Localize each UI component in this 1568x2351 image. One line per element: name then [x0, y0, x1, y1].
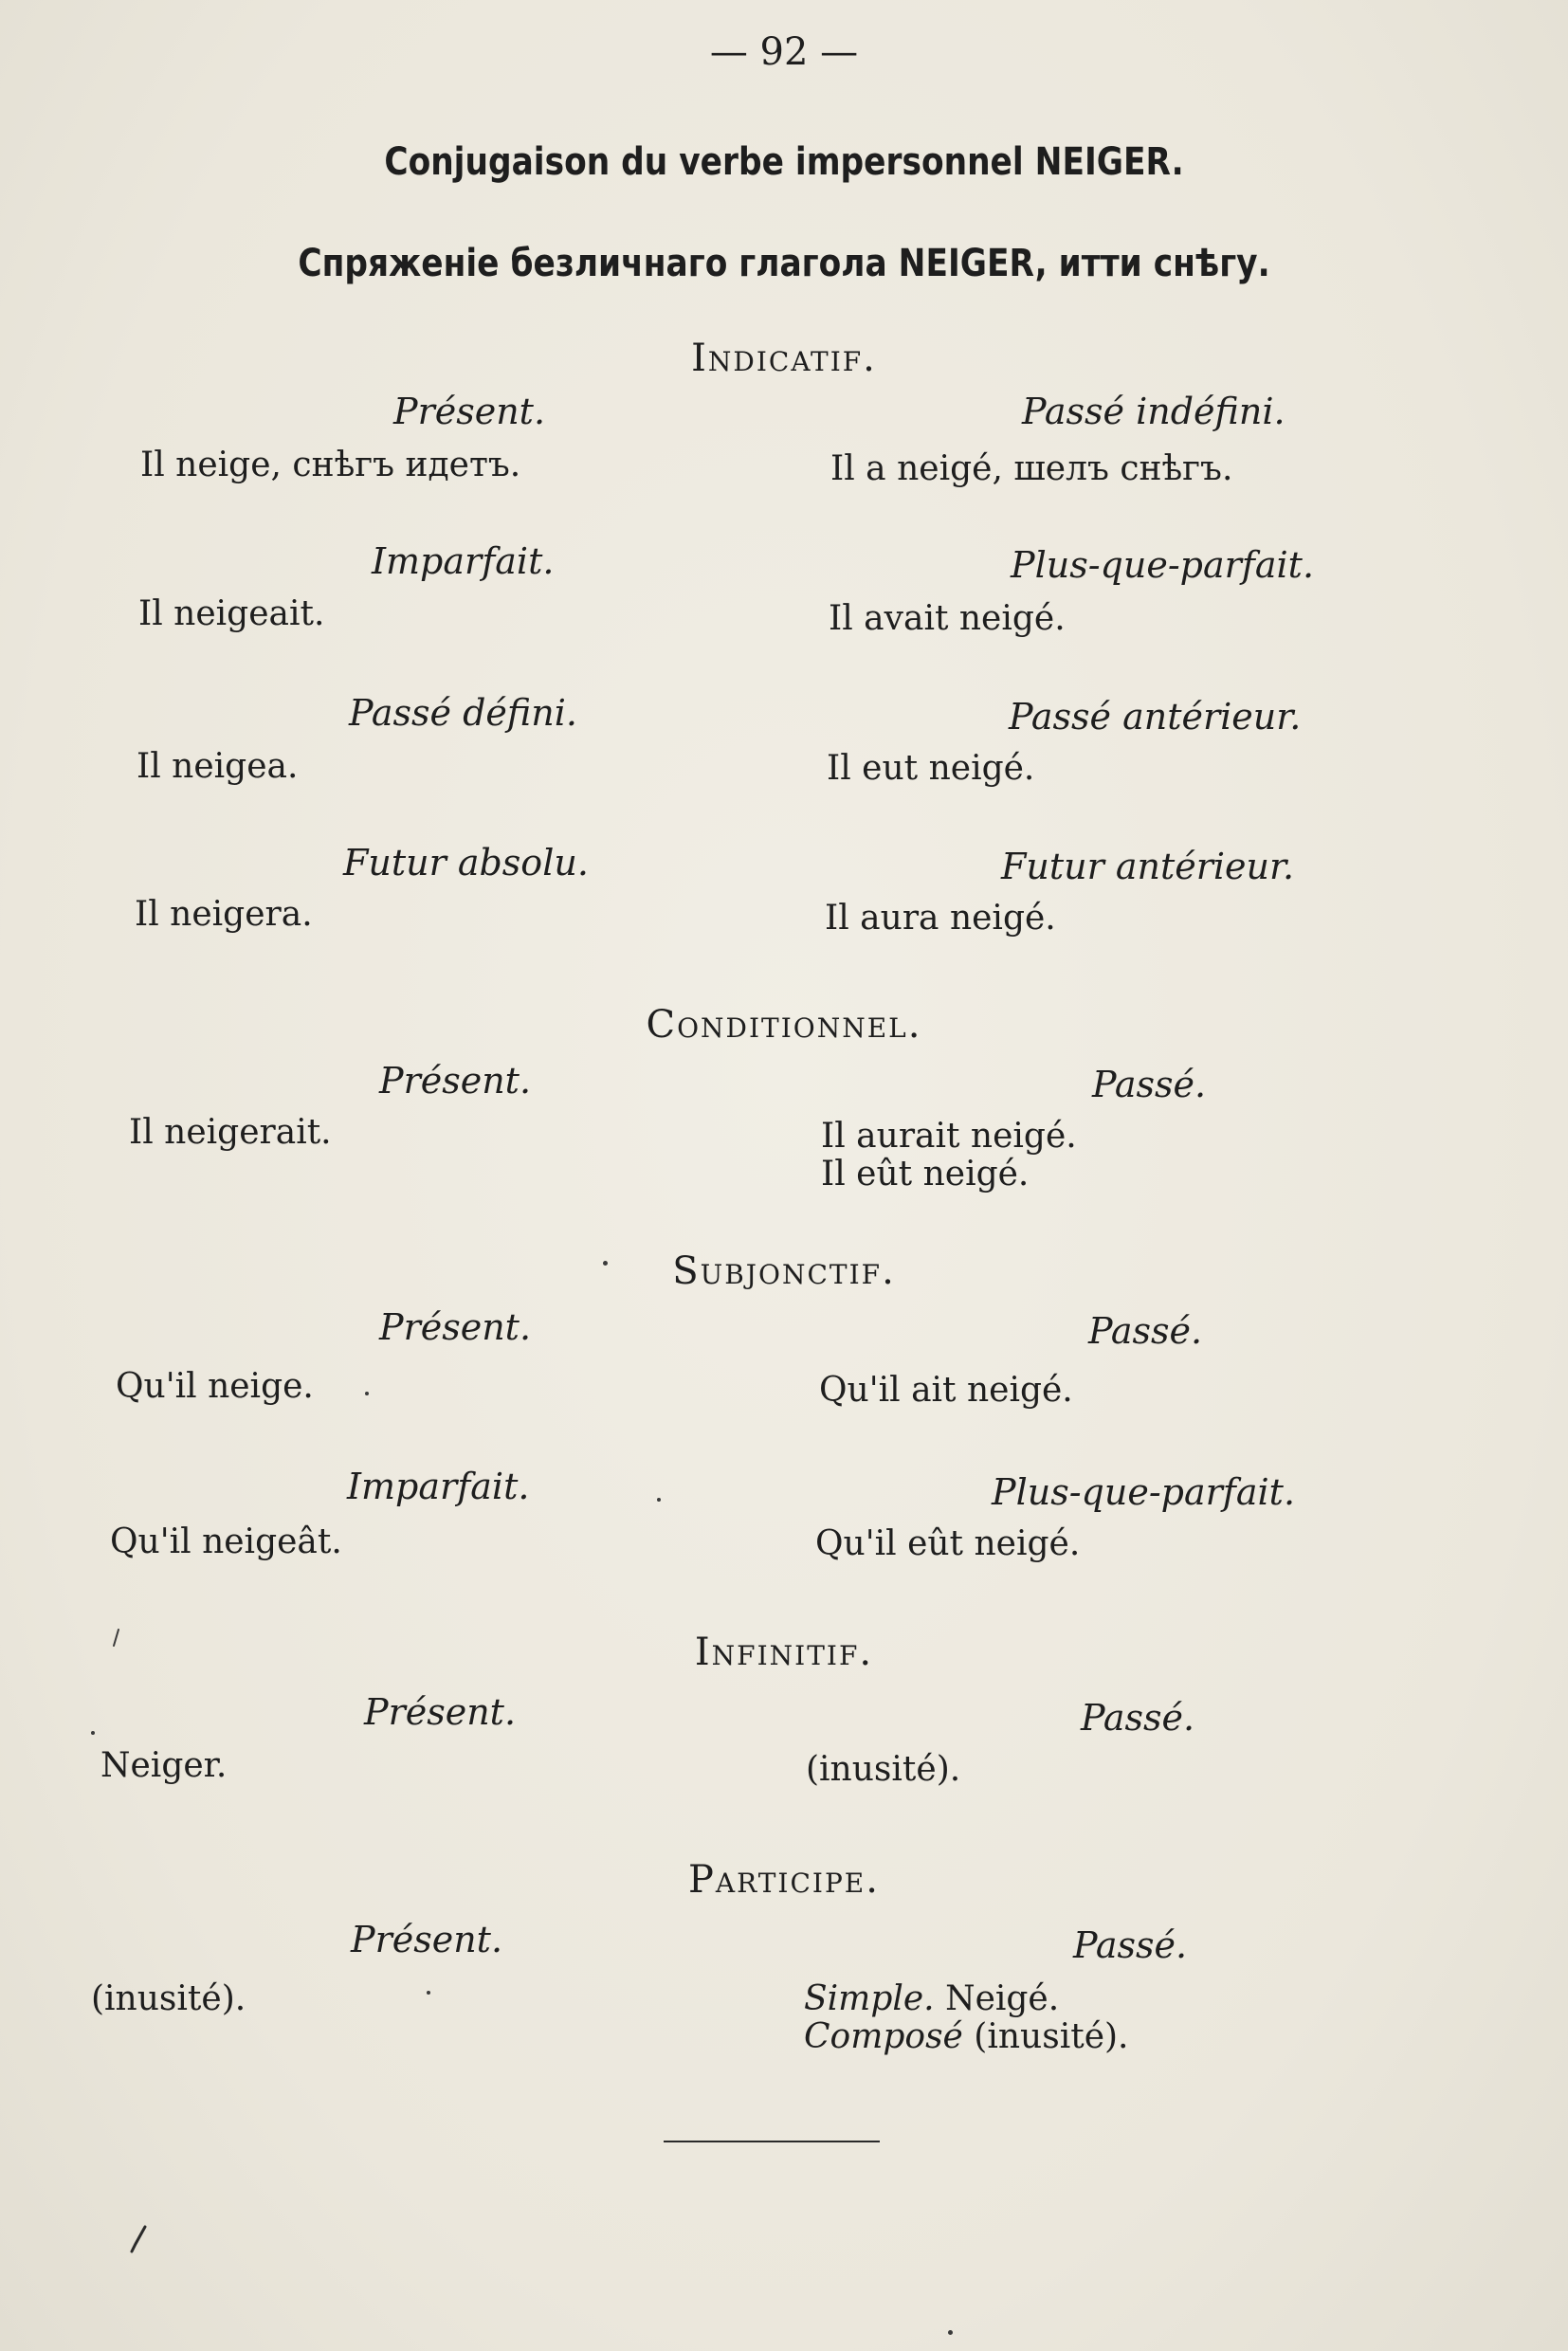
ink-speck: [427, 1991, 430, 1995]
form-imparfait: Il neigeait.: [138, 594, 325, 633]
heading-indicatif: Indicatif.: [691, 337, 877, 380]
tense-label-passe-anterieur: Passé antérieur.: [1009, 696, 1302, 738]
ink-speck: [365, 1392, 369, 1395]
tense-label-subjonctif-imparfait: Imparfait.: [347, 1466, 530, 1507]
tense-label-participe-present: Présent.: [351, 1919, 503, 1960]
page-title-russian: Спряженіе безличнаго глагола NEIGER, итти снѣгу.: [298, 242, 1270, 285]
label-simple: Simple.: [804, 1979, 935, 2018]
form-participe-simple: [804, 1979, 1059, 2018]
value-compose: (inusité).: [962, 2017, 1129, 2056]
ink-speck: [91, 1731, 95, 1735]
tense-label-infinitif-present: Présent.: [364, 1691, 517, 1733]
heading-participe: Participe.: [688, 1858, 880, 1902]
form-plus-que-parfait: Il avait neigé.: [829, 599, 1066, 638]
tense-label-plus-que-parfait: Plus-que-parfait.: [1011, 544, 1315, 586]
value-simple: Neigé.: [934, 1979, 1060, 2018]
tense-label-conditionnel-passe: Passé.: [1092, 1064, 1207, 1105]
end-rule-divider: [664, 2141, 880, 2142]
tense-label-subjonctif-present: Présent.: [379, 1306, 532, 1348]
tense-label-participe-passe: Passé.: [1073, 1924, 1188, 1966]
page-number: — 92 —: [709, 30, 859, 74]
form-subjonctif-passe: Qu'il ait neigé.: [819, 1371, 1073, 1410]
heading-subjonctif: Subjonctif.: [672, 1249, 896, 1293]
label-compose: Composé: [804, 2017, 963, 2056]
ink-speck: [657, 1498, 661, 1502]
tense-label-subjonctif-passe: Passé.: [1088, 1310, 1203, 1352]
page-title-french: Conjugaison du verbe impersonnel NEIGER.: [384, 140, 1184, 184]
form-passe-indefini: Il a neigé, шелъ снѣгъ.: [830, 449, 1233, 488]
tense-label-subjonctif-plus-que-parfait: Plus-que-parfait.: [992, 1471, 1296, 1513]
form-participe-compose: [804, 2017, 1128, 2056]
ink-speck: [948, 2330, 953, 2335]
form-participe-present: (inusité).: [91, 1979, 246, 2018]
form-passe-anterieur: Il eut neigé.: [827, 749, 1035, 788]
ink-speck: [603, 1261, 608, 1266]
form-conditionnel-present: Il neigerait.: [129, 1113, 332, 1152]
form-subjonctif-plus-que-parfait: Qu'il eût neigé.: [815, 1524, 1081, 1563]
form-passe-defini: Il neigea.: [137, 747, 299, 786]
heading-conditionnel: Conditionnel.: [646, 1003, 922, 1047]
heading-infinitif: Infinitif.: [694, 1631, 874, 1674]
pencil-mark: [110, 1627, 121, 1649]
form-infinitif-passe: (inusité).: [806, 1750, 961, 1789]
tense-label-present: Présent.: [393, 391, 546, 432]
form-subjonctif-present: Qu'il neige.: [116, 1367, 314, 1406]
form-conditionnel-passe-1: Il aurait neigé.: [821, 1117, 1077, 1156]
tense-label-imparfait: Imparfait.: [372, 540, 555, 582]
tense-label-futur-anterieur: Futur antérieur.: [1001, 846, 1295, 887]
form-futur-absolu: Il neigera.: [135, 895, 313, 934]
form-subjonctif-imparfait: Qu'il neigeât.: [110, 1522, 342, 1561]
tense-label-passe-indefini: Passé indéfini.: [1022, 391, 1285, 432]
tense-label-passe-defini: Passé défini.: [349, 692, 577, 734]
form-conditionnel-passe-2: Il eût neigé.: [821, 1155, 1030, 1194]
form-infinitif-present: Neiger.: [100, 1746, 228, 1785]
tense-label-conditionnel-present: Présent.: [379, 1060, 532, 1102]
tense-label-futur-absolu: Futur absolu.: [343, 842, 589, 884]
form-futur-anterieur: Il aura neigé.: [825, 899, 1056, 938]
form-present: Il neige, снѣгъ идетъ.: [140, 446, 521, 484]
pencil-mark: [128, 2223, 151, 2255]
tense-label-infinitif-passe: Passé.: [1081, 1697, 1195, 1739]
